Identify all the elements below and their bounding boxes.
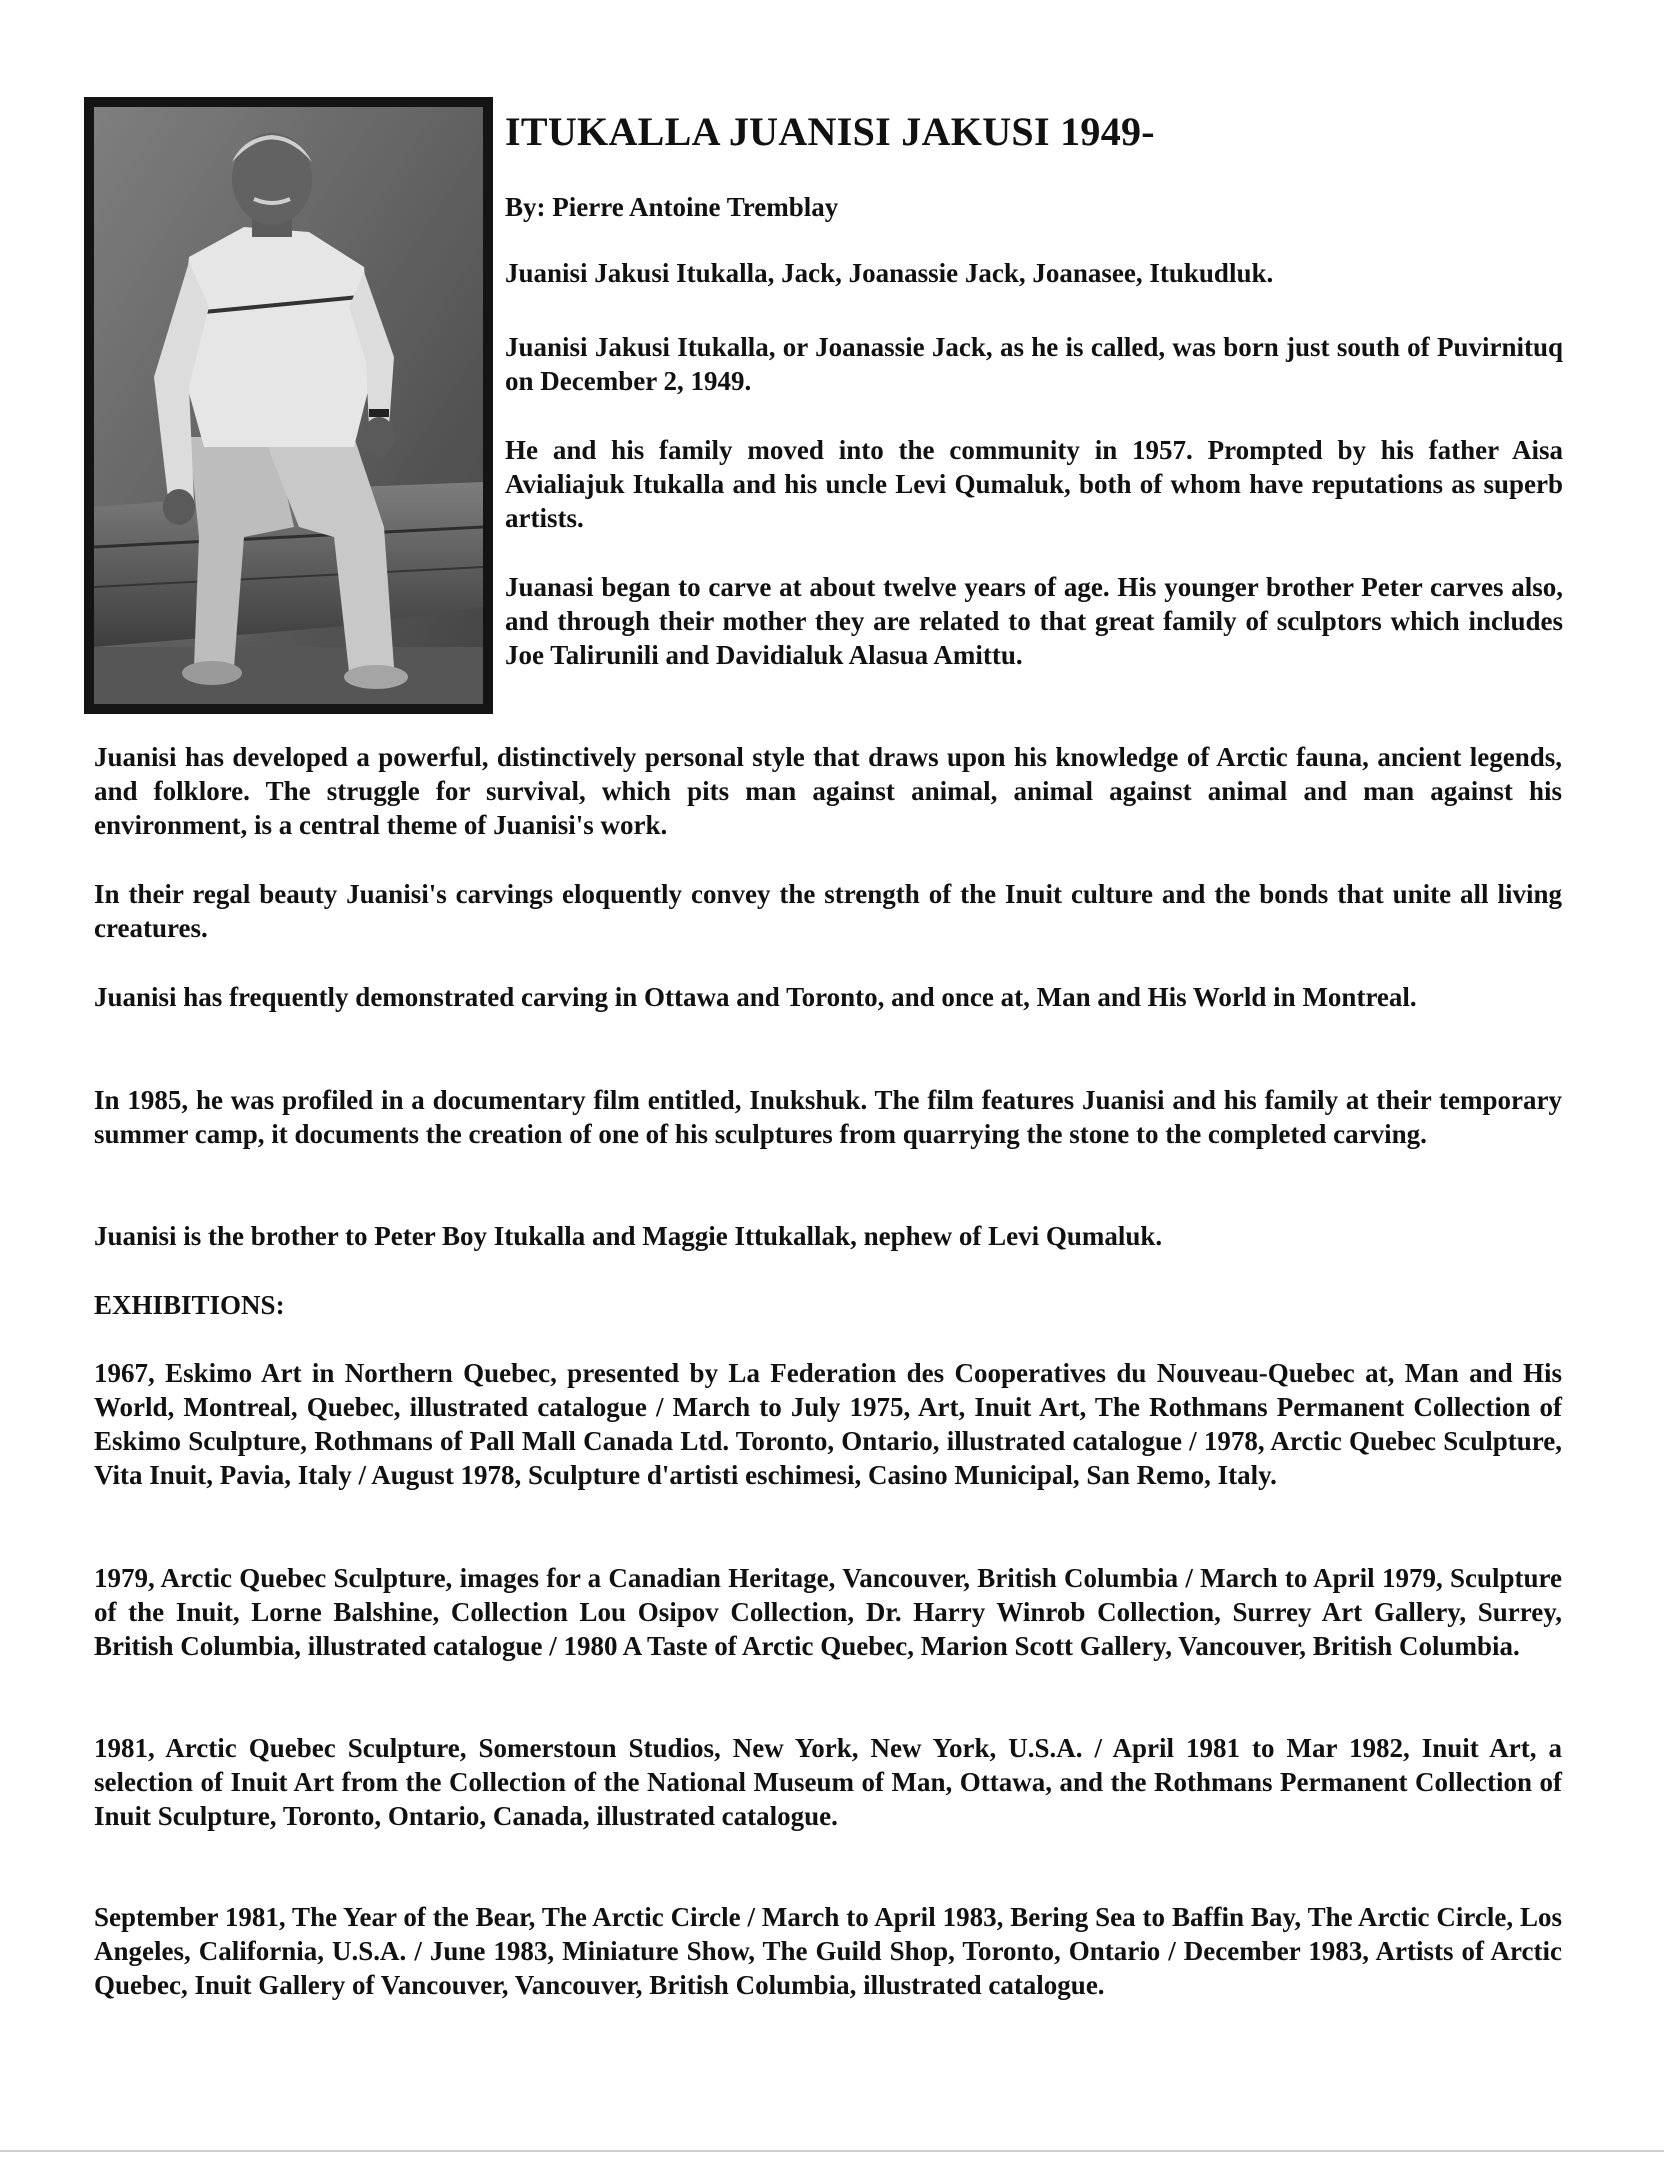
biography-paragraph: In 1985, he was profiled in a documentary film entitled, Inukshuk. The film features Juanisi and his family at their temporary summer camp, it documents the creation of one of his sculptures from quarrying the stone to the completed carving. <box>94 1085 1562 1149</box>
biography-paragraph: Juanisi Jakusi Itukalla, or Joanassie Jack, as he is called, was born just south of Puvirnituq on December 2, 1949. <box>505 332 1563 396</box>
portrait-photo-icon <box>94 107 483 704</box>
artist-portrait-photo <box>84 97 493 714</box>
exhibition-entry: 1981, Arctic Quebec Sculpture, Somerstoun Studios, New York, New York, U.S.A. / April 1981 to Mar 1982, Inuit Art, a selection of Inuit Art from the Collection of the National Museum of Man, Ottawa, and the Rothmans Permanent Collection of Inuit Sculpture, Toronto, Ontario, Canada, illustrated catalogue. <box>94 1733 1562 1831</box>
biography-paragraph: Juanisi has frequently demonstrated carving in Ottawa and Toronto, and once at, Man and His World in Montreal. <box>94 982 1417 1012</box>
byline: By: Pierre Antoine Tremblay <box>505 192 839 222</box>
exhibition-entry: 1967, Eskimo Art in Northern Quebec, presented by La Federation des Cooperatives du Nouveau-Quebec at, Man and His World, Montreal, Quebec, illustrated catalogue / March to July 1975, Art, Inuit Art, The Rothmans Permanent Collection of Eskimo Sculpture, Rothmans of Pall Mall Canada Ltd. Toronto, Ontario, illustrated catalogue / 1978, Arctic Quebec Sculpture, Vita Inuit, Pavia, Italy / August 1978, Sculpture d'artisti eschimesi, Casino Municipal, San Remo, Italy. <box>94 1358 1562 1490</box>
biography-paragraph: In their regal beauty Juanisi's carvings eloquently convey the strength of the Inuit culture and the bonds that unite all living creatures. <box>94 879 1562 943</box>
page-title: ITUKALLA JUANISI JAKUSI 1949- <box>505 109 1155 154</box>
exhibition-entry: 1979, Arctic Quebec Sculpture, images for a Canadian Heritage, Vancouver, British Columbia / March to April 1979, Sculpture of the Inuit, Lorne Balshine, Collection Lou Osipov Collection, Dr. Harry Winrob Collection, Surrey Art Gallery, Surrey, British Columbia, illustrated catalogue / 1980 A Taste of Arctic Quebec, Marion Scott Gallery, Vancouver, British Columbia. <box>94 1563 1562 1661</box>
exhibition-entry: September 1981, The Year of the Bear, The Arctic Circle / March to April 1983, Bering Sea to Baffin Bay, The Arctic Circle, Los Angeles, California, U.S.A. / June 1983, Miniature Show, The Guild Shop, Toronto, Ontario / December 1983, Artists of Arctic Quebec, Inuit Gallery of Vancouver, Vancouver, British Columbia, illustrated catalogue. <box>94 1902 1562 2000</box>
artist-aliases: Juanisi Jakusi Itukalla, Jack, Joanassie Jack, Joanasee, Itukudluk. <box>505 258 1274 288</box>
biography-paragraph: Juanisi has developed a powerful, distinctively personal style that draws upon his knowledge of Arctic fauna, ancient legends, and folklore. The struggle for survival, which pits man against animal, animal against animal and man against his environment, is a central theme of Juanisi's work. <box>94 742 1562 840</box>
exhibitions-heading: EXHIBITIONS: <box>94 1290 285 1320</box>
page-bottom-edge <box>0 2150 1664 2152</box>
biography-paragraph: He and his family moved into the community in 1957. Prompted by his father Aisa Avialiajuk Itukalla and his uncle Levi Qumaluk, both of whom have reputations as superb artists. <box>505 435 1563 533</box>
biography-paragraph: Juanasi began to carve at about twelve years of age. His younger brother Peter carves also, and through their mother they are related to that great family of sculptors which includes Joe Talirunili and Davidialuk Alasua Amittu. <box>505 572 1563 670</box>
biography-paragraph: Juanisi is the brother to Peter Boy Itukalla and Maggie Ittukallak, nephew of Levi Qumaluk. <box>94 1221 1163 1251</box>
